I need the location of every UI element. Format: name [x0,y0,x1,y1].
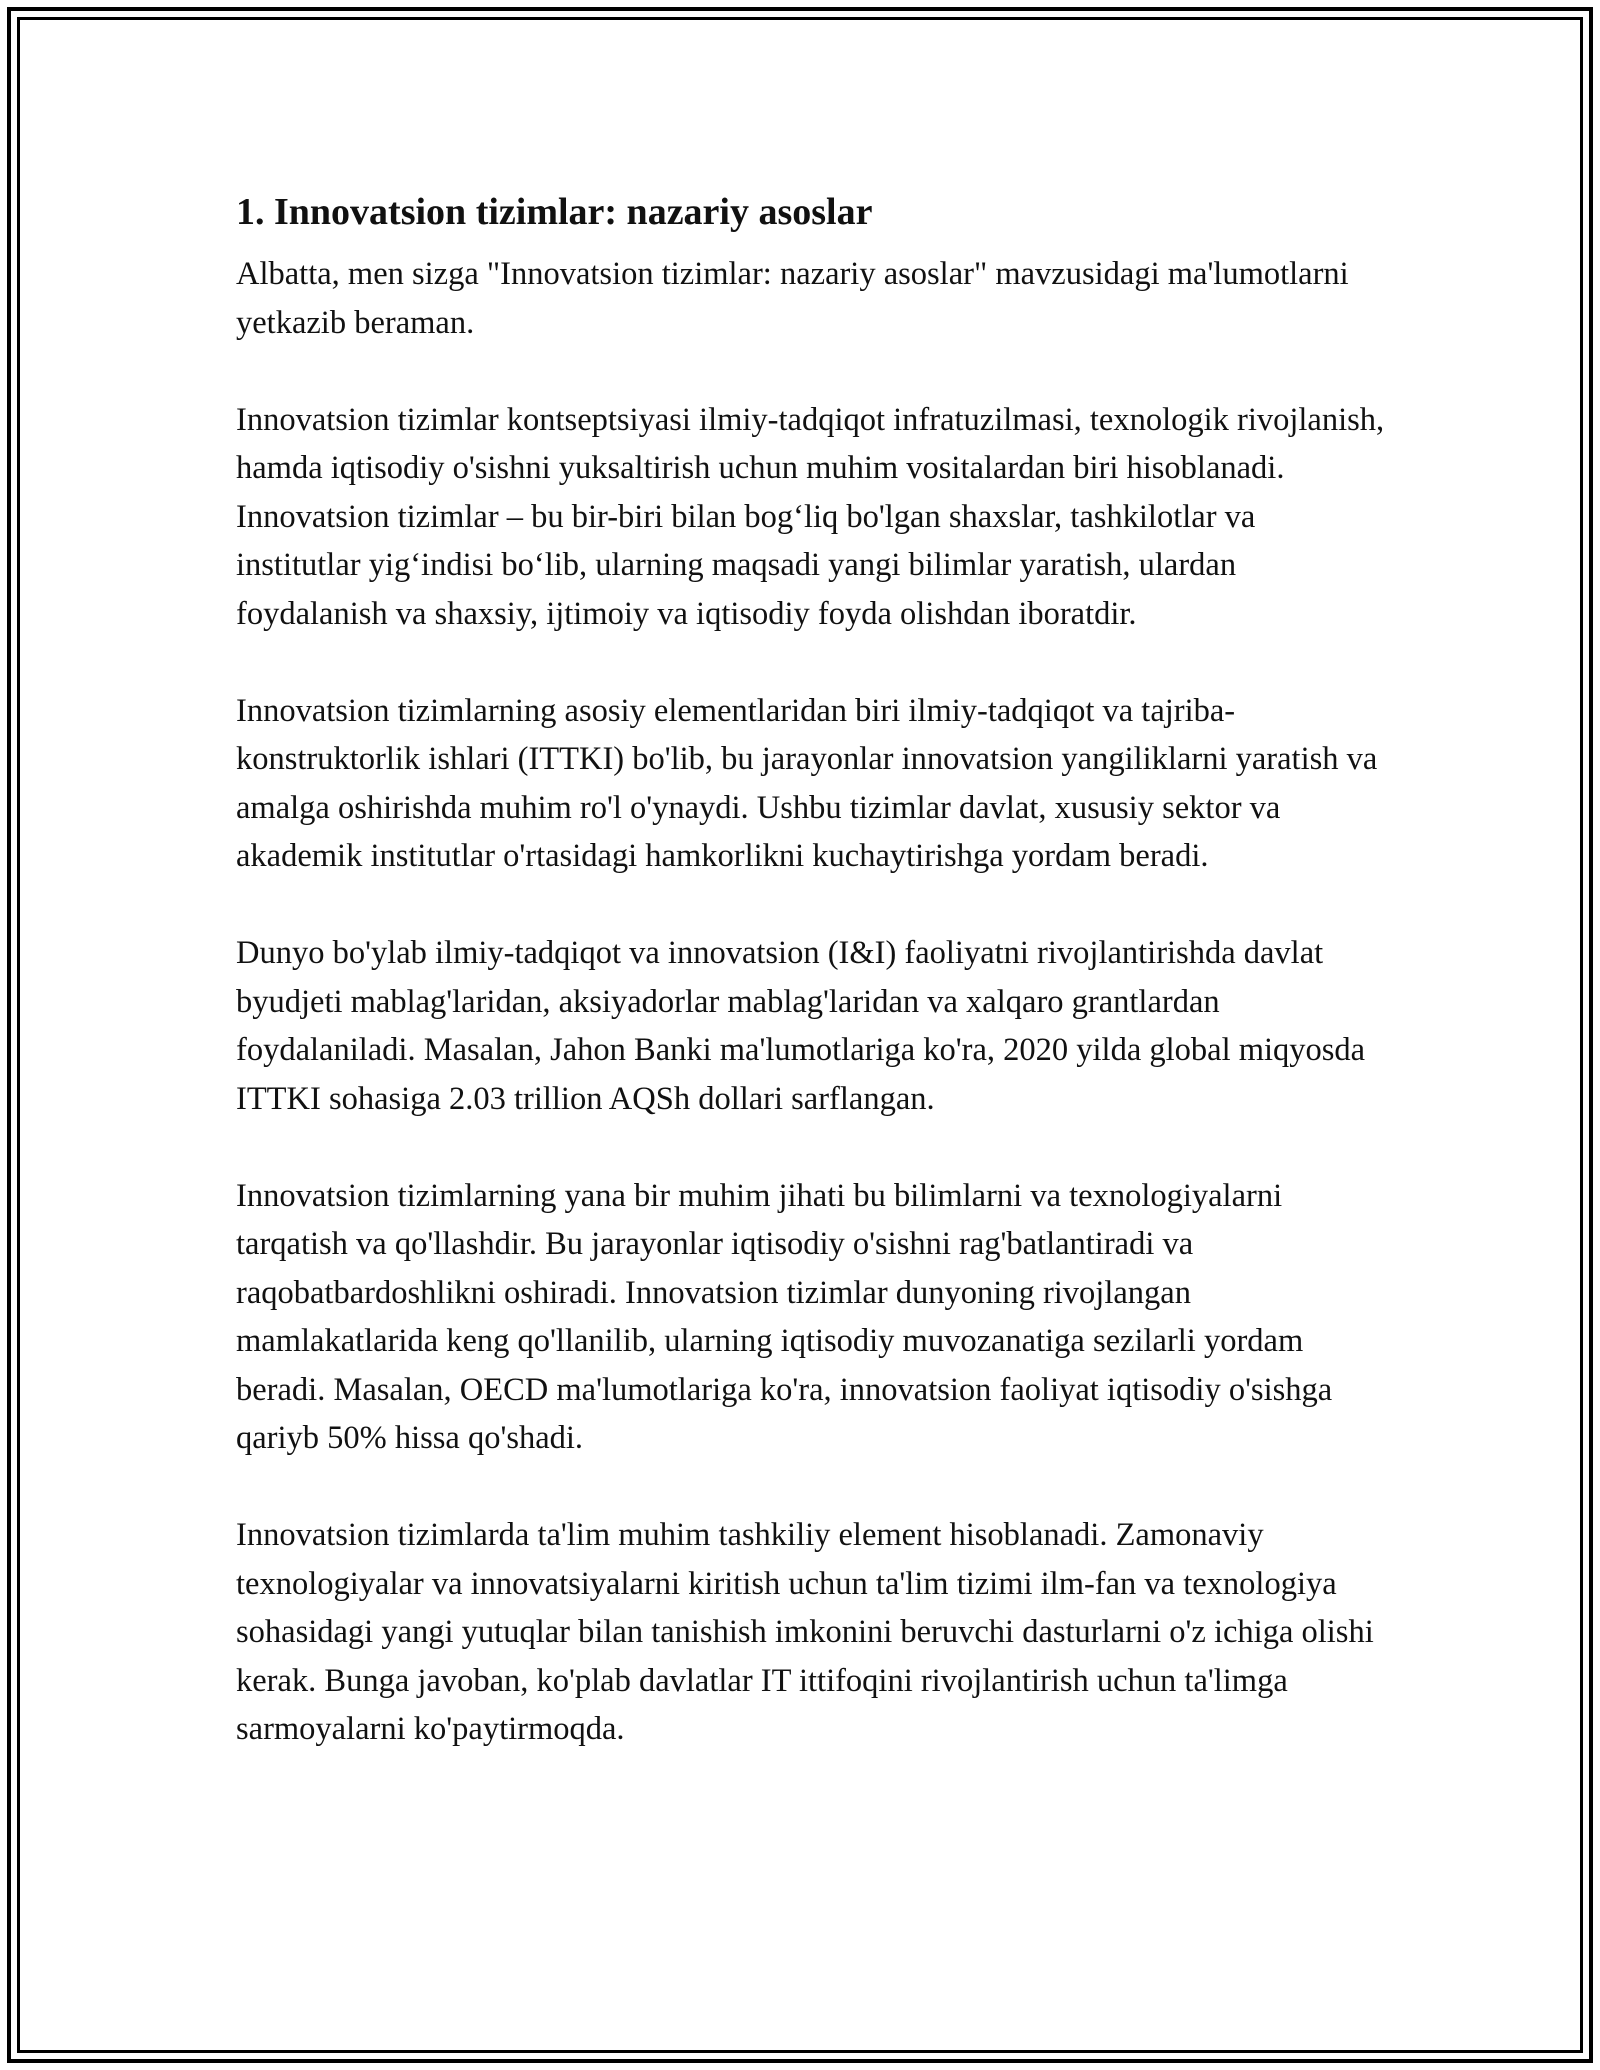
paragraph-rnd: Innovatsion tizimlarning asosiy elementlaridan biri ilmiy-tadqiqot va tajriba-konstruktorlik ishlari (ITTKI) bo'lib, bu jarayonlar innovatsion yangiliklarni yaratish va amalga oshirishda muhim ro'l o'ynaydi. Ushbu tizimlar davlat, xususiy sektor va akademik institutlar o'rtasidagi hamkorlikni kuchaytirishga yordam beradi. [236,692,1378,874]
paragraph-concept: Innovatsion tizimlar kontseptsiyasi ilmiy-tadqiqot infratuzilmasi, texnologik rivojlanish, hamda iqtisodiy o'sishni yuksaltirish uchun muhim vositalardan biri hisoblanadi. Innovatsion tizimlar – bu bir-biri bilan bog‘liq bo'lgan shaxslar, tashkilotlar va institutlar yig‘indisi bo‘lib, ularning maqsadi yangi bilimlar yaratish, ulardan foydalanish va shaxsiy, ijtimoiy va iqtisodiy foyda olishdan iboratdir. [236,401,1385,632]
section-heading: 1. Innovatsion tizimlar: nazariy asoslar [236,191,873,233]
paragraph-diffusion: Innovatsion tizimlarning yana bir muhim jihati bu bilimlarni va texnologiyalarni tarqatish va qo'llashdir. Bu jarayonlar iqtisodiy o'sishni rag'batlantiradi va raqobatbardoshlikni oshiradi. Innovatsion tizimlar dunyoning rivojlangan mamlakatlarida keng qo'llanilib, ularning iqtisodiy muvozanatiga sezilarli yordam beradi. Masalan, OECD ma'lumotlariga ko'ra, innovatsion faoliyat iqtisodiy o'sishga qariyb 50% hissa qo'shadi. [236,1177,1333,1456]
paragraph-education: Innovatsion tizimlarda ta'lim muhim tashkiliy element hisoblanadi. Zamonaviy texnologiyalar va innovatsiyalarni kiritish uchun ta'lim tizimi ilm-fan va texnologiya sohasidagi yangi yutuqlar bilan tanishish imkonini beruvchi dasturlarni o'z ichiga olishi kerak. Bunga javoban, ko'plab davlatlar IT ittifoqini rivojlantirish uchun ta'limga sarmoyalarni ko'paytirmoqda. [236,1517,1374,1747]
paragraph-funding: Dunyo bo'ylab ilmiy-tadqiqot va innovatsion (I&I) faoliyatni rivojlantirishda davlat byudjeti mablag'laridan, aksiyadorlar mablag'laridan va xalqaro grantlardan foydalaniladi. Masalan, Jahon Banki ma'lumotlariga ko'ra, 2020 yilda global miqyosda ITTKI sohasiga 2.03 trillion AQSh dollari sarflangan. [236,935,1366,1117]
paragraph-intro: Albatta, men sizga "Innovatsion tizimlar: nazariy asoslar" mavzusidagi ma'lumotlarni yetkazib beraman. [236,256,1349,341]
document-body [236,186,1386,1802]
